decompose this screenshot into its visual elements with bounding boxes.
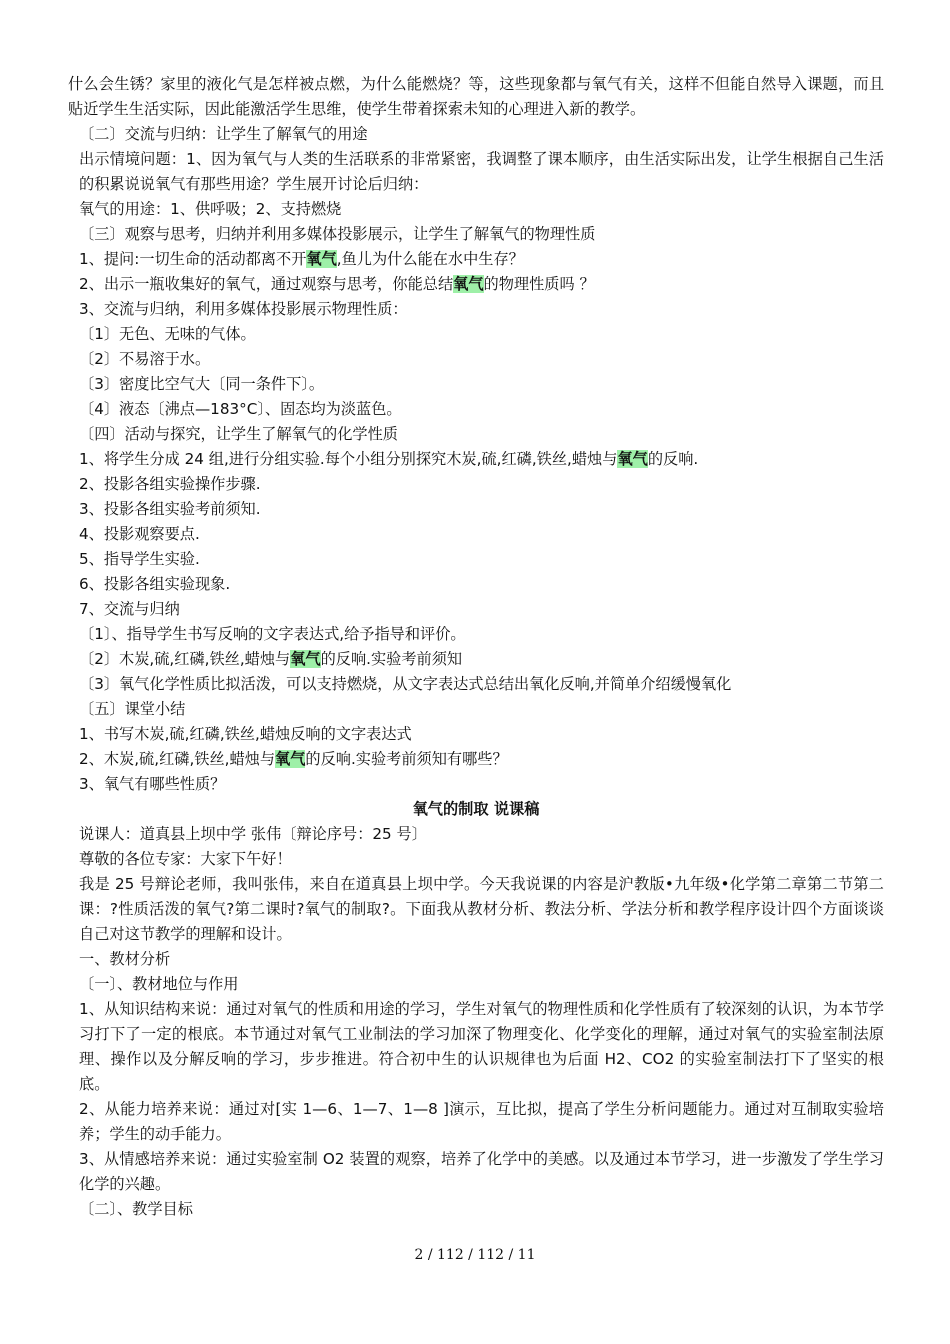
list-item: 〔2〕不易溶于水。 [79, 350, 211, 368]
list-item: 〔1〕无色、无味的气体。 [79, 325, 256, 343]
section-heading: 〔一〕、教材地位与作用 [79, 975, 239, 993]
text: 〔2〕木炭,硫,红磷,铁丝,蜡烛与 [79, 650, 291, 668]
paragraph: 出示情境问题：1、因为氧气与人类的生活联系的非常紧密，我调整了课本顺序，由生活实际出发，让学生根据自己生活的积累说说氧气有那些用途？学生展开讨论后归纳： [79, 150, 884, 193]
list-item: 7、交流与归纳 [79, 600, 180, 618]
list-item: 〔1〕、指导学生书写反响的文字表达式,给予指导和评价。 [79, 625, 466, 643]
highlighted-keyword: 氧气 [306, 250, 337, 268]
highlighted-keyword: 氧气 [617, 450, 648, 468]
list-item: 3、投影各组实验考前须知. [79, 500, 261, 518]
list-item: 2、投影各组实验操作步骤. [79, 475, 261, 493]
text: 的反响.实验考前须知有哪些？ [305, 750, 508, 768]
highlighted-keyword: 氧气 [290, 650, 321, 668]
paragraph: 氧气的用途：1、供呼吸；2、支持燃烧 [79, 200, 342, 218]
greeting-line: 尊敬的各位专家：大家下午好！ [79, 850, 292, 868]
section-heading: 〔四〕活动与探究，让学生了解氧气的化学性质 [79, 425, 398, 443]
list-item: 4、投影观察要点. [79, 525, 200, 543]
text: 2、木炭,硫,红磷,铁丝,蜡烛与 [79, 750, 276, 768]
list-item [68, 647, 884, 672]
paragraph: 2、从能力培养来说：通过对[实 1—6、1—7、1—8 ]演示，互比拟，提高了学生分析问题能力。通过对互制取实验培养；学生的动手能力。 [79, 1100, 884, 1143]
section-heading: 〔二〕、教学目标 [79, 1200, 193, 1218]
list-item: 〔3〕氧气化学性质比拟活泼，可以支持燃烧，从文字表达式总结出氧化反响,并简单介绍缓慢氧化 [79, 675, 732, 693]
text: 的物理性质吗 ？ [483, 275, 595, 293]
highlighted-keyword: 氧气 [275, 750, 306, 768]
list-item [68, 747, 884, 772]
list-item: 〔3〕密度比空气大〔同一条件下〕。 [79, 375, 325, 393]
text: 的反响.实验考前须知 [320, 650, 463, 668]
text: ,鱼儿为什么能在水中生存？ [336, 250, 524, 268]
list-item: 3、氧气有哪些性质？ [79, 775, 226, 793]
list-item: 1、书写木炭,硫,红磷,铁丝,蜡烛反响的文字表达式 [79, 725, 412, 743]
list-item: 3、交流与归纳，利用多媒体投影展示物理性质： [79, 300, 408, 318]
section-heading: 〔五〕课堂小结 [79, 700, 186, 718]
list-item [68, 447, 884, 472]
document-body [68, 72, 884, 1222]
list-item [68, 247, 884, 272]
text: 2、出示一瓶收集好的氧气，通过观察与思考，你能总结 [79, 275, 454, 293]
section-heading: 〔三〕观察与思考，归纳并利用多媒体投影展示，让学生了解氧气的物理性质 [79, 225, 596, 243]
list-item: 6、投影各组实验现象. [79, 575, 231, 593]
paragraph: 1、从知识结构来说：通过对氧气的性质和用途的学习，学生对氧气的物理性质和化学性质有了较深刻的认识，为本节学习打下了一定的根底。本节通过对氧气工业制法的学习加深了物理变化、化学变化的理解，通过对氧气的实验室制法原理、操作以及分解反响的学习，步步推进。符合初中生的认识规律也为后面 H2、CO2 的实验室制法打下了坚实的根底。 [79, 1000, 884, 1093]
list-item [68, 272, 884, 297]
paragraph: 我是 25 号辩论老师，我叫张伟，来自在道真县上坝中学。今天我说课的内容是沪教版•九年级•化学第二章第二节第二课：?性质活泼的氧气?第二课时?氧气的制取?。下面我从教材分析、教法分析、学法分析和教学程序设计四个方面谈谈自己对这节教学的理解和设计。 [79, 875, 884, 943]
text: 1、提问:一切生命的活动都离不开 [79, 250, 307, 268]
paragraph: 3、从情感培养来说：通过实验室制 O2 装置的观察，培养了化学中的美感。以及通过本节学习，进一步激发了学生学习化学的兴趣。 [79, 1150, 884, 1193]
page-footer: 2 / 112 / 112 / 11 [414, 1247, 536, 1263]
list-item: 5、指导学生实验. [79, 550, 200, 568]
list-item: 〔4〕液态〔沸点—183°C〕、固态均为淡蓝色。 [79, 400, 402, 418]
highlighted-keyword: 氧气 [453, 275, 484, 293]
section-heading: 〔二〕交流与归纳：让学生了解氧气的用途 [79, 125, 368, 143]
section-heading: 一、教材分析 [79, 950, 171, 968]
paragraph: 什么会生锈？家里的液化气是怎样被点燃，为什么能燃烧？等，这些现象都与氧气有关，这样不但能自然导入课题，而且贴近学生生活实际，因此能激活学生思维，使学生带着探索未知的心理进入新的教学。 [68, 75, 884, 118]
presenter-line: 说课人：道真县上坝中学 张伟〔辩论序号：25 号〕 [79, 825, 427, 843]
text: 1、将学生分成 24 组,进行分组实验.每个小组分别探究木炭,硫,红磷,铁丝,蜡烛与 [79, 450, 618, 468]
document-title: 氧气的制取 说课稿 [412, 800, 540, 818]
text: 的反响. [647, 450, 699, 468]
